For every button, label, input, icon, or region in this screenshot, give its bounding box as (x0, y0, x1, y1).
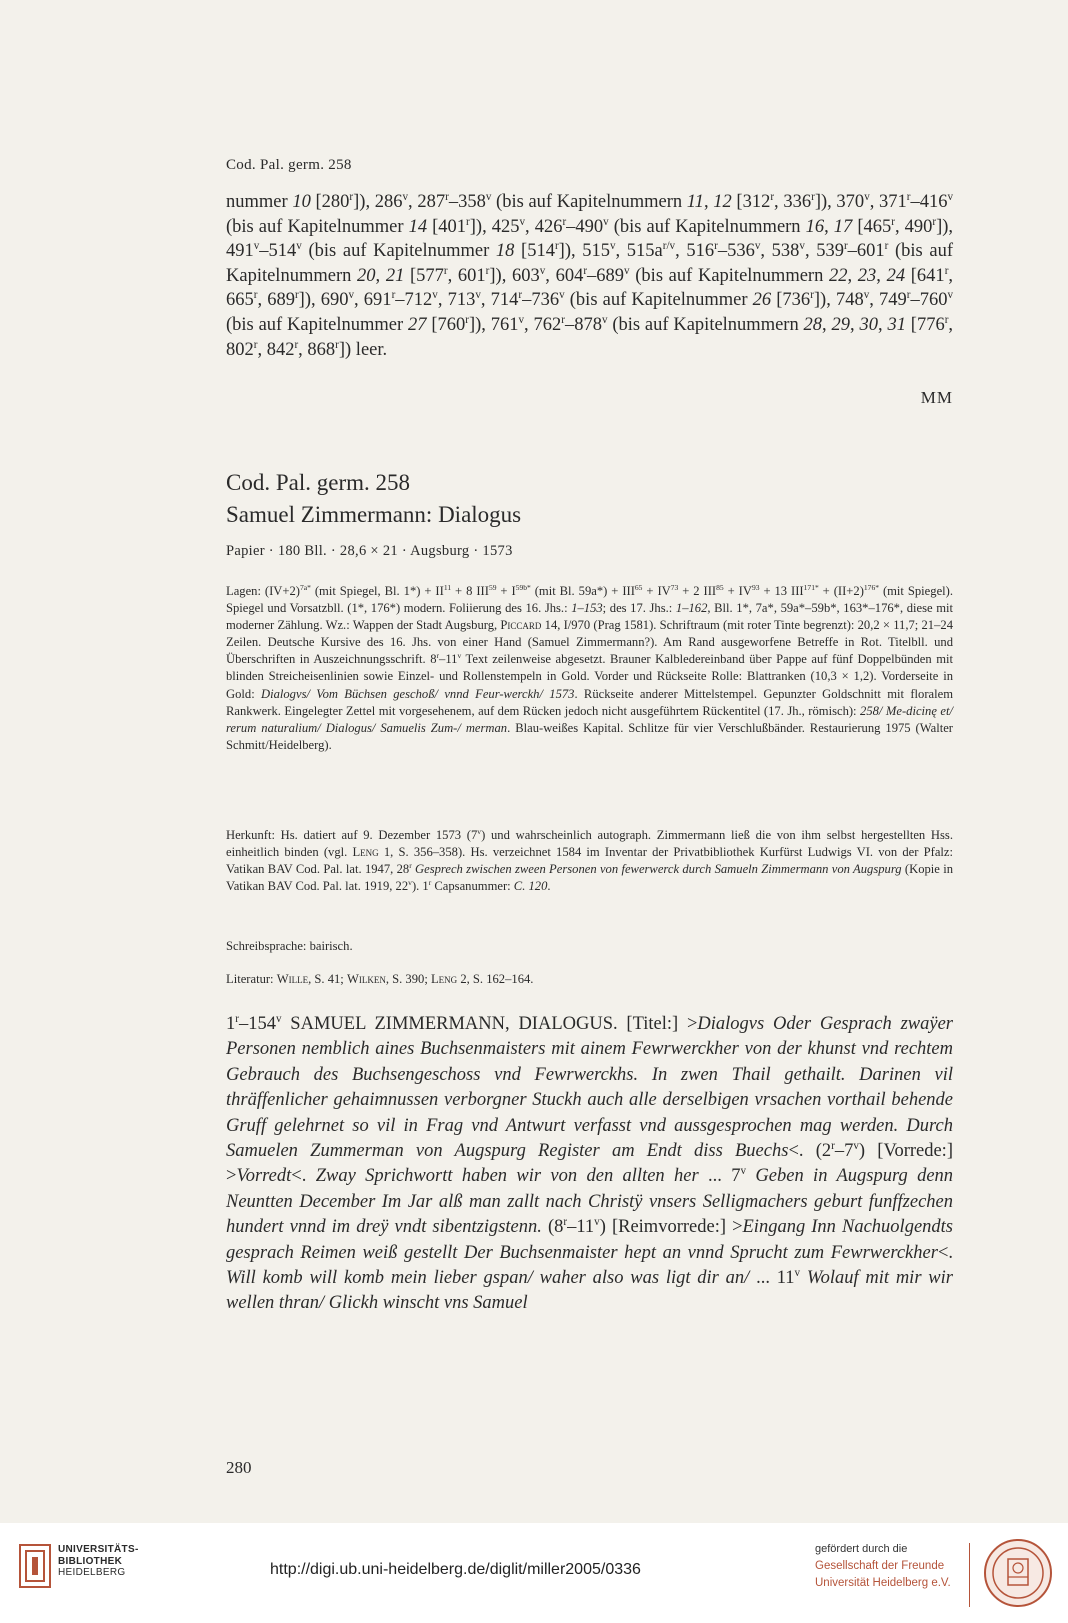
footer-divider (969, 1543, 970, 1607)
content-entry-paragraph: 1$^r$–154$^v$ SAMUEL ZIMMERMANN, DIALOGUS. [Titel:] >Dialogvs Oder Gesprach zwaÿer Personen nemblich aines Buchsenmaisters mit ainem Fewrwerckher von der khunst vnd rechtem Gebrauch des Buchsengeschoss vnd Fewrwerckhs. In zwen Thail gethailt. Darinen vil thräffenlicher gehaimnussen verborgner Stuckh auch alle derselbigen vrsachen vorthail behende Gruff gelehrnet so vil in Frag vnd Antwurt verfasst vnd aussgesprochen mag werden. Durch Samuelen Zummerman von Augspurg Register am Endt diss Buechs<. (2$^r$–7$^v$) [Vorrede:] >Vorredt<. Zway Sprichwortt haben wir von den allten her ... 7$^v$ Geben in Augspurg denn Neuntten December Im Jar alß man zallt nach Christÿ vnsers Selligmachers geburt funffzechen hundert vnnd im dreÿ vndt sibentzigstenn. (8$^r$–11$^v$) [Reimvorrede:] >Eingang Inn Nachuolgendts gesprach Reimen weiß gestellt Der Buchsenmaister hept an vnnd Sprucht zum Fewrwerckher<. Will komb will komb mein lieber gspan/ waher also was ligt dir an/ ... 11$^v$ Wolauf mit mir wir wellen thran/ Glickh winscht vns Samuel (226, 1012, 954, 1314)
dialect-paragraph: Schreibsprache: bairisch. (226, 939, 353, 953)
continuation-paragraph: nummer 10 [280$^r$]), 286$^v$, 287$^r$–358$^v$ (bis auf Kapitelnummern 11, 12 [312$^r$, 336$^r$]), 370$^v$, 371$^r$–416$^v$ (bis auf Kapitelnummer 14 [401$^r$]), 425$^v$, 426$^r$–490$^v$ (bis auf Kapitelnummern 16, 17 [465$^r$, 490$^r$]), 491$^v$–514$^v$ (bis auf Kapitelnummer 18 [514$^r$]), 515$^v$, $515a^{r/v}$, 516$^r$–536$^v$, 538$^v$, 539$^r$–601$^r$ (bis auf Kapitelnummern 20, 21 [577$^r$, 601$^r$]), 603$^v$, 604$^r$–689$^v$ (bis auf Kapitelnummern 22, 23, 24 [641$^r$, 665$^r$, 689$^r$]), 690$^v$, 691$^r$–712$^v$, 713$^v$, 714$^r$–736$^v$ (bis auf Kapitelnummer 26 [736$^r$]), 748$^v$, 749$^r$–760$^v$ (bis auf Kapitelnummer 27 [760$^r$]), 761$^v$, 762$^r$–878$^v$ (bis auf Kapitelnummern 28, 29, 30, 31 [776$^r$, 802$^r$, 842$^r$, 868$^r$]) leer. (226, 190, 954, 360)
provenance-paragraph: Herkunft: Hs. datiert auf 9. Dezember 1573 (7$^v$) und wahrscheinlich autograph. Zimmermann ließ die von ihm selbst hergestellten Hss. einheitlich binden (vgl. Leng 1, S. 356–358). Hs. verzeichnet 1584 im Inventar der Privatbibliothek Kurfürst Ludwigs VI. von der Pfalz: Vatikan BAV Cod. Pal. lat. 1947, 28$^r$ Gesprech zwischen zween Personen von fewerwerck durch Samueln Zimmermann von Augspurg (Kopie in Vatikan BAV Cod. Pal. lat. 1919, 22$^v$). 1$^r$ Capsanummer: C. 120. (226, 826, 954, 894)
viewer-footer (0, 1523, 1068, 1623)
literature-paragraph: Literatur: Wille, S. 41; Wilken, S. 390; Leng 2, S. 162–164. (226, 972, 534, 986)
permalink-url[interactable]: http://digi.ub.uni-heidelberg.de/diglit/miller2005/0336 (270, 1561, 641, 1578)
university-seal-icon (982, 1537, 1054, 1609)
manuscript-shelfmark-heading: Cod. Pal. germ. 258 (226, 470, 410, 495)
sponsor-text: gefördert durch die Gesellschaft der Freunde Universität Heidelberg e.V. (815, 1543, 951, 1589)
library-name: UNIVERSITÄTS- BIBLIOTHEK HEIDELBERG (58, 1544, 139, 1578)
codicology-paragraph: Lagen: $(IV+2)^{7a*}$ (mit Spiegel, Bl. $1*) + II^{11} + 8$ $III^{59} + I^{59b*}$ (mit Bl. $59a*) + III^{65} + IV^{73} + 2$ $III^{85} + IV^{93} + 13$ $III^{171*} + (II+2)^{176*}$ (mit Spiegel). Spiegel und Vorsatzbll. (1*, 176*) modern. Foliierung des 16. Jhs.: 1–153; des 17. Jhs.: 1–162, Bll. 1*, 7a*, 59a*–59b*, 163*–176*, diese mit moderner Zählung. Wz.: Wappen der Stadt Augsburg, Piccard 14, I/970 (Prag 1581). Schriftraum (mit roter Tinte begrenzt): 20,2 × 11,7; 21–24 Zeilen. Deutsche Kursive des 16. Jhs. von einer Hand (Samuel Zimmermann?). Am Rand ausgeworfene Betreffe in Rot. Titelbll. und Überschriften in Auszeichnungsschrift. 8$^r$–11$^v$ Text zeilenweise abgesetzt. Brauner Kalbledereinband über Pappe auf fünf Doppelbünden mit blinden Streicheisenlinien sowie Einzel- und Rollenstempeln in Gold. Vorder und Rückseite Rolle: Blattranken (10,3 × 1,2). Vorderseite in Gold: Dialogvs/ Vom Büchsen geschoß/ vnnd Feur-werckh/ 1573. Rückseite anderer Mittelstempel. Gepunzter Goldschnitt mit floralem Rankwerk. Eingelegter Zettel mit vorgesehenem, auf dem Rücken jedoch nicht ausgeführtem Rückentitel (17. Jh., römisch): 258/ Me-dicinę et/ rerum naturalium/ Dialogus/ Samuelis Zum-/ merman. Blau-weißes Kapital. Schlitze für vier Verschlußbänder. Restaurierung 1975 (Walter Schmitt/Heidelberg). (226, 582, 953, 752)
physical-description-summary: Papier · 180 Bll. · 28,6 × 21 · Augsburg · 1573 (226, 543, 513, 559)
manuscript-title-heading: Samuel Zimmermann: Dialogus (226, 502, 522, 527)
library-logo-icon (18, 1543, 52, 1589)
running-head: Cod. Pal. germ. 258 (226, 157, 352, 173)
page-number: 280 (226, 1458, 252, 1477)
author-initials: MM (920, 388, 953, 407)
